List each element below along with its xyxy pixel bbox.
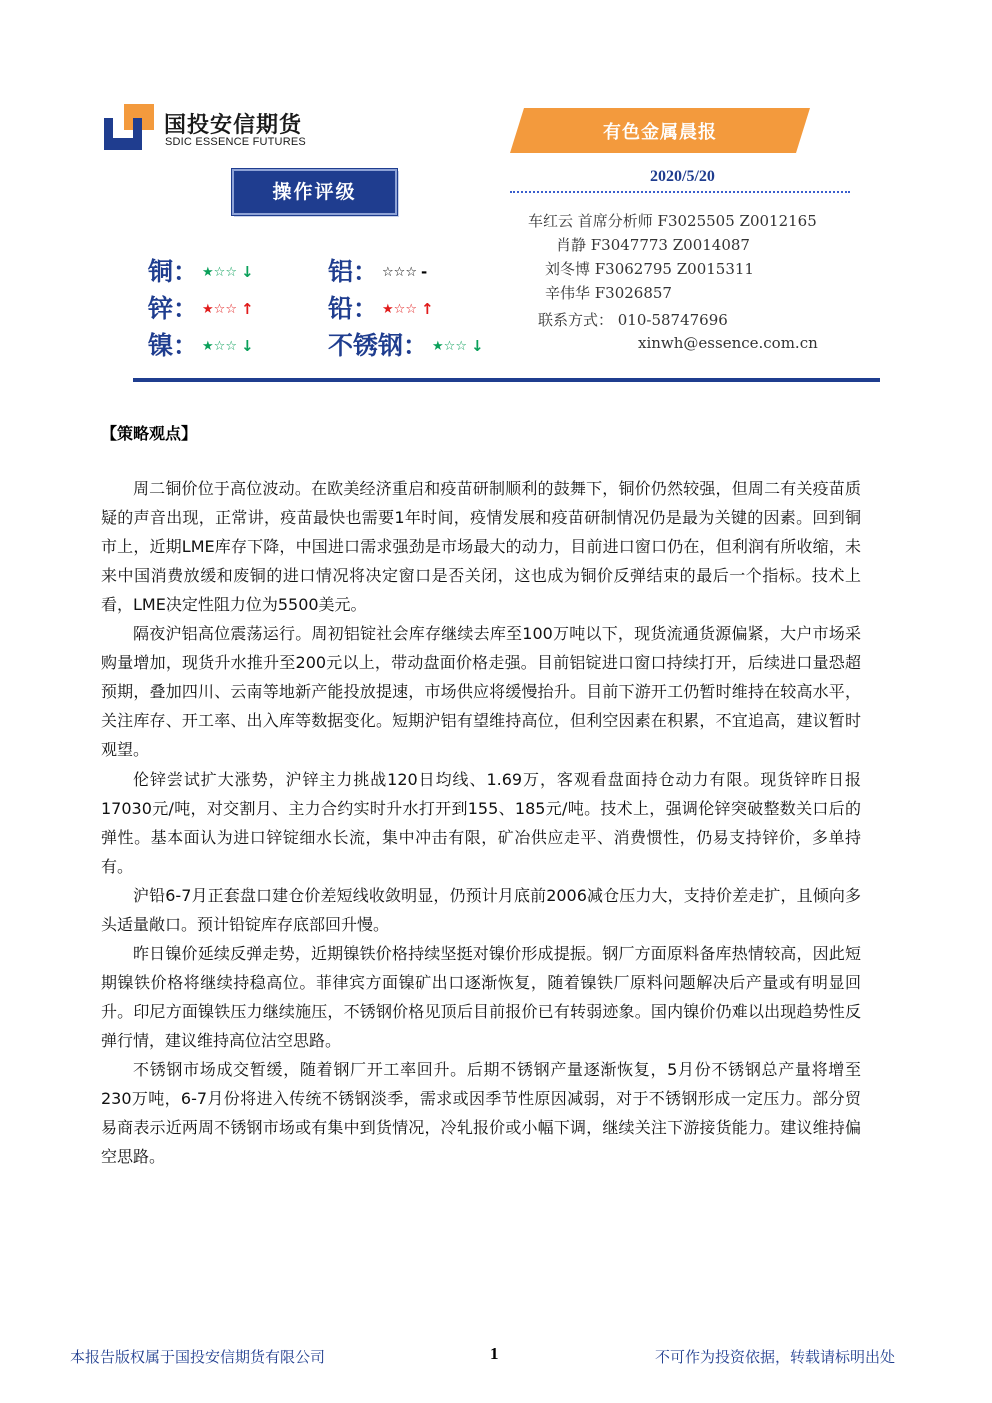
metal-name: 镍： xyxy=(148,331,199,360)
star-rating-icon: ★☆☆ xyxy=(202,265,237,280)
paragraph-copper: 周二铜价位于高位波动。在欧美经济重启和疫苗研制顺利的鼓舞下，铜价仍然较强，但周二有关疫苗质疑的声音出现，正常讲，疫苗最快也需要1年时间，疫情发展和疫苗研制情况仍是最为关键的因素。回到铜市上，近期LME库存下降，中国进口需求强劲是市场最大的动力，目前进口窗口仍在，但利润有所收缩，未来中国消费放缓和废铜的进口情况将决定窗口是否关闭，这也成为铜价反弹结束的最后一个指标。技术上看，LME决定性阻力位为5500美元。 xyxy=(101,479,861,615)
rating-title: 操作评级 xyxy=(272,181,357,203)
paragraph-stainless: 不锈钢市场成交暂缓，随着钢厂开工率回升。后期不锈钢产量逐渐恢复，5月份不锈钢总产量将增至230万吨，6-7月份将进入传统不锈钢淡季，需求或因季节性原因减弱，对于不锈钢形成一定压力。部分贸易商表示近两周不锈钢市场或有集中到货情况，冷轧报价或小幅下调，继续关注下游接货能力。建议维持偏空思路。 xyxy=(101,1060,861,1167)
rating-lead xyxy=(328,289,434,325)
company-logo xyxy=(104,104,324,154)
metal-name: 锌： xyxy=(148,294,199,323)
paragraph-aluminum: 隔夜沪铝高位震荡运行。周初铝锭社会库存继续去库至100万吨以下，现货流通货源偏紧，大户市场采购量增加，现货升水推升至200元以上，带动盘面价格走强。目前铝锭进口窗口持续打开，后续进口量恐超预期，叠加四川、云南等地新产能投放提速，市场供应将缓慢抬升。目前下游开工仍暂时维持在较高水平，关注库存、开工率、出入库等数据变化。短期沪铝有望维持高位，但利空因素在积累，不宜追高，建议暂时观望。 xyxy=(101,624,861,760)
star-rating-icon: ★☆☆ xyxy=(382,302,417,317)
rating-stainless-steel xyxy=(328,326,484,362)
trend-up-icon: ↑ xyxy=(240,300,254,318)
metal-name: 铅： xyxy=(328,294,379,323)
analyst-line: 车红云 首席分析师 F3025505 Z0012165 xyxy=(528,212,817,230)
star-rating-icon: ☆☆☆ xyxy=(382,265,417,280)
star-rating-icon: ★☆☆ xyxy=(202,302,237,317)
section-title: 【策略观点】 xyxy=(101,424,198,443)
trend-down-icon: ↓ xyxy=(470,337,484,355)
rating-aluminum xyxy=(328,252,427,288)
rating-nickel xyxy=(148,326,254,362)
metal-name: 不锈钢： xyxy=(328,331,429,360)
star-rating-icon: ★☆☆ xyxy=(432,339,467,354)
rating-title-box xyxy=(232,169,397,215)
footer-disclaimer: 不可作为投资依据，转载请标明出处 xyxy=(655,1348,896,1366)
page-number: 1 xyxy=(490,1344,499,1363)
trend-flat-icon: - xyxy=(420,263,428,281)
logo-mark-icon xyxy=(104,104,156,150)
report-title: 有色金属晨报 xyxy=(603,122,717,143)
report-date: 2020/5/20 xyxy=(650,168,715,185)
trend-down-icon: ↓ xyxy=(240,263,254,281)
paragraph-zinc: 伦锌尝试扩大涨势，沪锌主力挑战120日均线、1.69万，客观看盘面持仓动力有限。现货锌昨日报17030元/吨，对交割月、主力合约实时升水打开到155、185元/吨。技术上，强调伦锌突破整数关口后的弹性。基本面认为进口锌锭细水长流，集中冲击有限，矿冶供应走平、消费惯性，仍易支持锌价，多单持有。 xyxy=(101,770,861,877)
analyst-line: 刘冬博 F3062795 Z0015311 xyxy=(545,260,754,278)
star-rating-icon: ★☆☆ xyxy=(202,339,237,354)
logo-cn-text: 国投安信期货 xyxy=(164,113,303,138)
metal-name: 铜： xyxy=(148,257,199,286)
metal-name: 铝： xyxy=(328,257,379,286)
paragraph-nickel: 昨日镍价延续反弹走势，近期镍铁价格持续坚挺对镍价形成提振。钢厂方面原料备库热情较高，因此短期镍铁价格将继续持稳高位。菲律宾方面镍矿出口逐渐恢复，随着镍铁厂原料问题解决后产量或有明显回升。印尼方面镍铁压力继续施压，不锈钢价格见顶后目前报价已有转弱迹象。国内镍价仍难以出现趋势性反弹行情，建议维持高位沽空思路。 xyxy=(101,944,861,1051)
analyst-line: 肖静 F3047773 Z0014087 xyxy=(556,236,750,254)
analyst-line: 辛伟华 F3026857 xyxy=(545,284,672,302)
date-divider xyxy=(510,191,850,193)
contact-email[interactable]: xinwh@essence.com.cn xyxy=(638,334,818,352)
paragraph-lead: 沪铅6-7月正套盘口建仓价差短线收敛明显，仍预计月底前2006减仓压力大，支持价差走扩，且倾向多头适量敞口。预计铅锭库存底部回升慢。 xyxy=(101,886,861,935)
contact-phone: 联系方式： 010-58747696 xyxy=(538,311,728,329)
rating-zinc xyxy=(148,289,254,325)
trend-up-icon: ↑ xyxy=(420,300,434,318)
trend-down-icon: ↓ xyxy=(240,337,254,355)
report-title-banner xyxy=(510,108,810,153)
header-divider xyxy=(133,378,880,382)
footer-copyright: 本报告版权属于国投安信期货有限公司 xyxy=(70,1348,326,1366)
rating-copper xyxy=(148,252,254,288)
logo-en-text: SDIC ESSENCE FUTURES xyxy=(165,136,306,148)
